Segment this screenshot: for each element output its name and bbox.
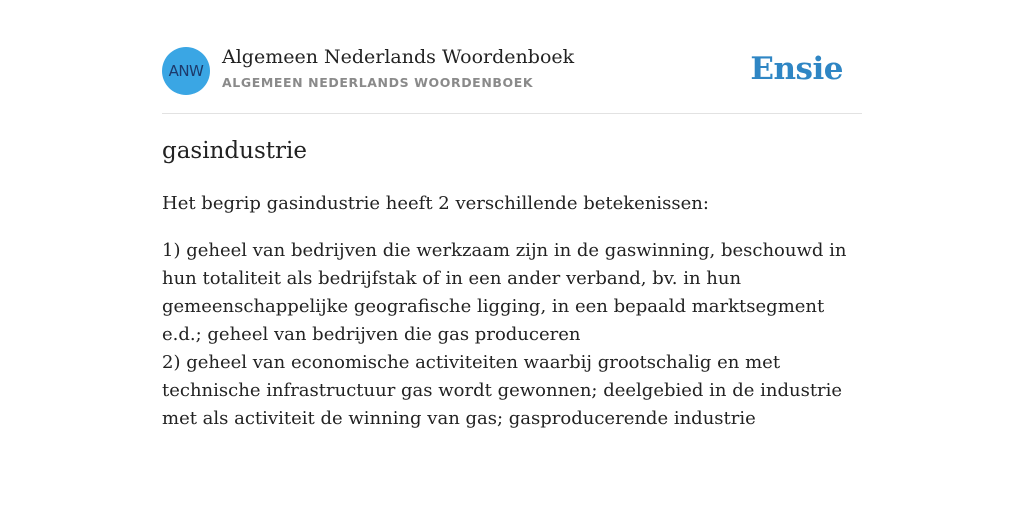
header-divider xyxy=(162,113,862,114)
definition-item: 2) geheel van economische activiteiten waarbij grootschalig en met technische infrastructuur gas wordt gewonnen; deelgebied in de industrie met als activiteit de winning van gas; gasproducerende industrie xyxy=(162,352,843,429)
intro-text: Het begrip gasindustrie heeft 2 verschillende betekenissen: xyxy=(162,193,709,214)
definition-item: 1) geheel van bedrijven die werkzaam zijn in de gaswinning, beschouwd in hun totaliteit als bedrijfstak of in een ander verband, bv. in hun gemeenschappelijke geografische ligging, in een bepaald marktsegment e.d.; geheel van bedrijven die gas produceren xyxy=(162,240,847,345)
source-title[interactable]: Algemeen Nederlands Woordenboek xyxy=(222,46,575,68)
definitions-list xyxy=(162,237,862,433)
source-header xyxy=(162,46,862,96)
entry-card xyxy=(162,0,862,512)
source-subtitle: ALGEMEEN NEDERLANDS WOORDENBOEK xyxy=(222,75,534,90)
anw-logo[interactable]: ANW xyxy=(162,47,210,95)
ensie-logo[interactable]: Ensie xyxy=(750,51,843,87)
page-title: gasindustrie xyxy=(162,138,307,164)
